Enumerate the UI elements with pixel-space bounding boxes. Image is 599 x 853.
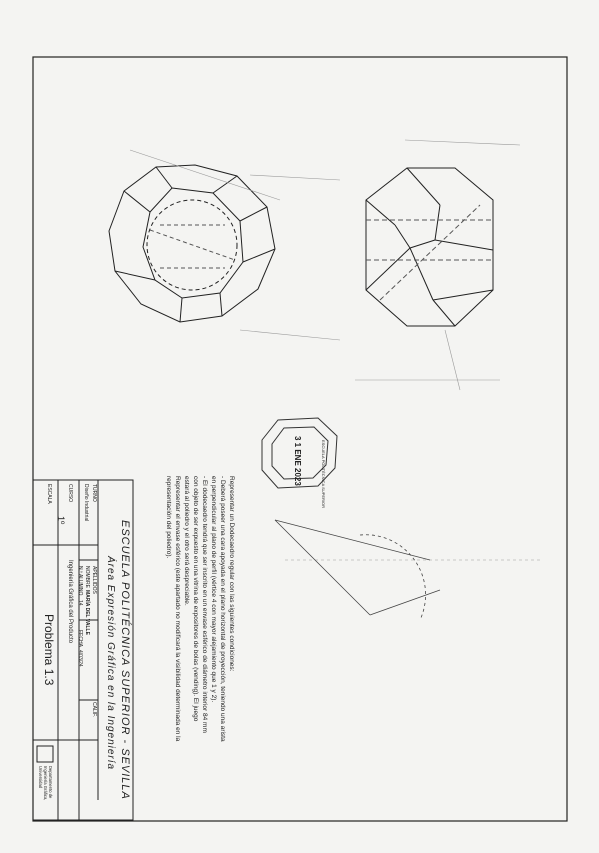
apellidos-label: APELLIDOS (91, 566, 97, 594)
statement-line: estará al poliedro y el otro será despreciable. (183, 476, 190, 606)
department-name: Departamento de Ingeniería Gráfica, Universidad (38, 766, 53, 801)
stamp-text: ESCUELA POLITÉCNICA SUPERIOR (321, 440, 326, 509)
problem-number: Problema 1.3 (42, 614, 56, 686)
outer-decagon (109, 165, 275, 322)
fecha-label: FECHA (77, 630, 83, 647)
fecha-value: 4/03/24 (77, 650, 83, 667)
escala-label: ESCALA (46, 484, 52, 504)
turno-value: Diseño Industrial (83, 484, 89, 522)
school-name: ESCUELA POLITÉCNICA SUPERIOR - SEVILLA (119, 520, 131, 800)
calif-label: CALIF. (91, 702, 97, 718)
area-name: Área Expresión Gráfica en la Ingeniería (105, 556, 116, 771)
statement-line: en perpendicular al plano de perfil (vértice 4 con mayor alejamiento que 1 y 2). (210, 476, 217, 703)
nombre-value: MARÍA DEL VALLE (84, 590, 90, 635)
asignatura: Ingeniería Gráfica del Producto (67, 560, 73, 644)
statement-line: con objeto de ser expuesto en una vitrina de expositores de bolas (vending). El juego (192, 476, 199, 722)
curso-value: 1º (56, 516, 66, 525)
statement-line: - El dodecaedro tendrá que ser inscrito en un envase esférico de diámetro interior 84 mm (201, 476, 208, 733)
statement-line: - Deberá poseer una cara apoyada en el plano horizontal de proyección, teniendo una arista (219, 476, 226, 742)
inner-decagon (143, 188, 243, 298)
stamp-date: 3 1 ENE 2023 (293, 436, 302, 486)
statement-line: representación del poliedro). (165, 476, 172, 559)
construction-triangle (275, 520, 440, 620)
curso-label: CURSO (67, 484, 73, 503)
nombre-label: NOMBRE (84, 566, 90, 588)
n-alumno-label: N.º ALUMNO (77, 566, 83, 596)
turno-label: TURNO (91, 484, 97, 502)
statement-block (164, 476, 236, 742)
n-alumno-value: 14 (77, 600, 83, 606)
statement-line: Representar un Dodecaedro regular con las siguientes condiciones: (228, 476, 235, 672)
side-view (366, 168, 493, 326)
top-view (109, 165, 275, 322)
statement-line: Representar el envase esférico (este apartado no modificará la visibilidad determinada en la (174, 476, 181, 742)
